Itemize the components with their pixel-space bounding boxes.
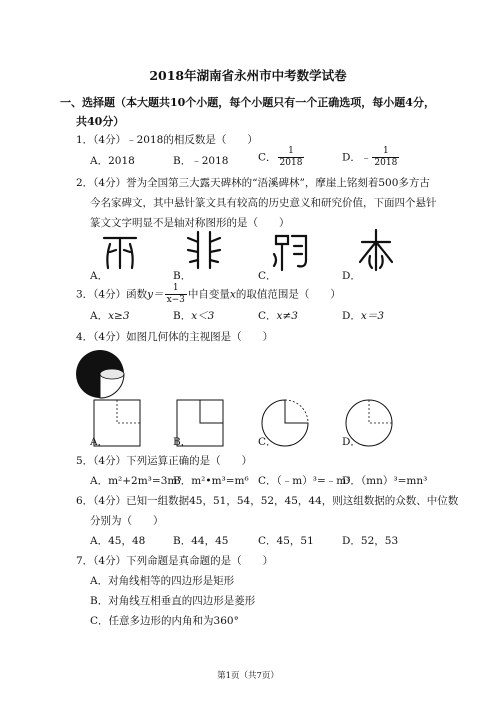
q3-option-c — [258, 308, 298, 323]
fraction-denominator: x−3 — [166, 295, 185, 305]
q1-option-c-fraction — [278, 146, 305, 169]
q5-option-c: C．（﹣m）³=﹣m³ — [258, 475, 351, 487]
section-heading: 一、选择题（本大题共10个小题，每个小题只有一个正确选项，每小题4分， — [60, 96, 435, 109]
q1-option-d-label: D．﹣ — [342, 151, 372, 164]
option-text: x≥3 — [108, 310, 130, 322]
q3-function: y＝ — [147, 288, 164, 301]
option-label: D． — [342, 310, 361, 322]
q1-option-c — [258, 146, 305, 169]
seal-glyph-b-image — [184, 228, 224, 272]
q5-option-b: B．m²•m³=m⁶ — [173, 475, 249, 487]
section-heading-cont: 共40分） — [76, 115, 125, 128]
option-text: x＜3 — [191, 310, 215, 322]
fraction-numerator: 1 — [165, 283, 187, 295]
q4-option-b: B． — [173, 436, 192, 448]
seal-glyph-d-image — [356, 228, 396, 272]
q6-option-d: D．52，53 — [342, 535, 399, 547]
q1-option-d — [342, 146, 400, 169]
q1-option-b: B．﹣2018 — [173, 155, 229, 167]
q3-option-d — [342, 308, 384, 323]
q7-stem: 7．（4分）下列命题是真命题的是（ ） — [76, 555, 274, 567]
q1-option-c-label: C． — [258, 151, 277, 164]
option-label: A． — [90, 310, 109, 322]
q7-option-b: B．对角线互相垂直的四边形是菱形 — [90, 595, 256, 607]
q1-option-a: A．2018 — [90, 155, 135, 167]
q5-option-a: A．m²+2m³=3m⁵ — [90, 475, 182, 487]
q4-solid-figure — [74, 348, 126, 400]
q7-option-c: C．任意多边形的内角和为360° — [90, 615, 239, 627]
page-footer: 第1页（共7页） — [217, 671, 279, 681]
q3-suffix-2: 的取值范围是（ ） — [235, 288, 341, 301]
fraction-numerator: 1 — [372, 146, 399, 158]
q3-variable: x — [229, 288, 236, 301]
q3-prefix: 3．（4分）函数 — [76, 288, 148, 301]
q6-stem-line1: 6．（4分）已知一组数据45，51，54，52，45，44，则这组数据的众数、中位数 — [76, 495, 459, 507]
q4-option-a: A． — [90, 436, 109, 448]
page-title: 2018年湖南省永州市中考数学试卷 — [149, 68, 347, 83]
q3-fraction — [165, 283, 187, 306]
q3-suffix-1: 中自变量 — [187, 288, 230, 301]
q2-stem-line2: 今名家碑文，其中悬针篆文具有较高的历史意义和研究价值，下面四个悬针 — [90, 197, 437, 209]
option-label: C． — [258, 310, 277, 322]
q3-stem — [76, 283, 341, 306]
fraction-numerator: 1 — [278, 146, 305, 158]
fraction-denominator: 2018 — [279, 158, 303, 168]
q6-option-c: C．45，51 — [258, 535, 314, 547]
q6-option-a: A．45，48 — [90, 535, 146, 547]
q3-option-b — [173, 308, 214, 323]
q2-option-a: A． — [90, 270, 109, 282]
q6-stem-line2: 分别为（ ） — [90, 515, 164, 527]
q1-stem: 1．（4分）﹣2018的相反数是（ ） — [76, 134, 258, 146]
fraction-denominator: 2018 — [374, 158, 398, 168]
q6-option-b: B．44，45 — [173, 535, 229, 547]
q3-option-a — [90, 308, 130, 323]
q2-option-d: D． — [342, 270, 361, 282]
q4-option-c: C． — [258, 436, 277, 448]
q4-stem: 4．（4分）如图几何体的主视图是（ ） — [76, 331, 274, 343]
q2-option-b: B． — [173, 270, 192, 282]
option-label: B． — [173, 310, 192, 322]
q2-stem-line3: 篆文文字明显不是轴对称图形的是（ ） — [90, 217, 290, 229]
q1-option-d-fraction — [372, 146, 399, 169]
q4-option-d: D． — [342, 436, 361, 448]
q7-option-a: A．对角线相等的四边形是矩形 — [90, 575, 235, 587]
q2-option-c: C． — [258, 270, 277, 282]
seal-glyph-c-image — [270, 230, 310, 272]
option-text: x＝3 — [360, 310, 385, 322]
q5-option-d: D．（mn）³=mn³ — [342, 475, 428, 487]
q5-stem: 5．（4分）下列运算正确的是（ ） — [76, 455, 253, 467]
option-text: x≠3 — [276, 310, 298, 322]
seal-glyph-a-image — [100, 230, 140, 272]
q2-stem-line1: 2．（4分）誉为全国第三大露天碑林的“浯溪碑林”，摩崖上铭刻着500多方古 — [76, 177, 430, 189]
